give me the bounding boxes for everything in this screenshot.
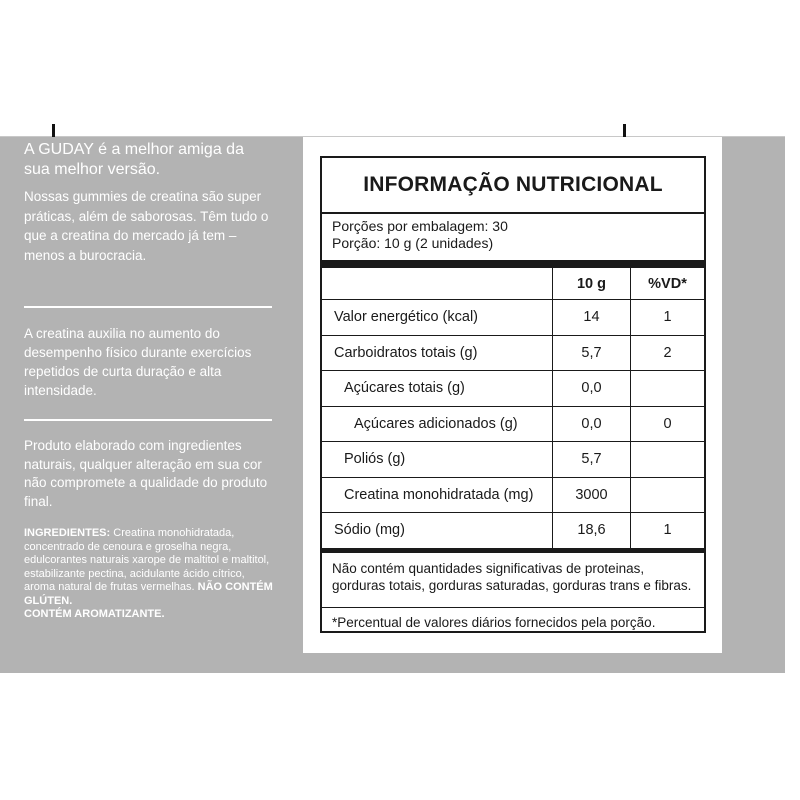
portion-info (322, 214, 704, 260)
not-significant-note: Não contém quantidades significativas de proteinas, gorduras totais, gorduras saturadas, gorduras trans e fibras. (322, 553, 704, 608)
headline: A GUDAY é a melhor amiga da sua melhor versão. (24, 141, 244, 178)
row-vd (631, 478, 704, 513)
crop-mark-left (52, 124, 55, 137)
thick-divider (322, 260, 704, 268)
row-amount: 5,7 (552, 442, 631, 477)
divider-2 (24, 419, 272, 421)
percent-footnote: *Percentual de valores diários fornecidos pela porção. (332, 614, 656, 630)
aroma-warning: CONTÉM AROMATIZANTE. (24, 608, 165, 620)
table-row (322, 442, 704, 478)
row-amount: 5,7 (552, 336, 631, 371)
row-label: Açúcares totais (g) (344, 380, 465, 397)
gluten-warning: NÃO CONTÉM GLÚTEN. (24, 581, 273, 607)
row-amount: 18,6 (552, 513, 631, 548)
row-amount: 0,0 (552, 371, 631, 406)
row-amount: 3000 (552, 478, 631, 513)
intro-text: Nossas gummies de creatina são super práticas, além de saborosas. Têm tudo o que a creatina do mercado já tem – menos a burocracia. (24, 189, 269, 263)
row-vd: 2 (663, 344, 672, 361)
portions-per-pack: Porções por embalagem: 30 (332, 218, 508, 234)
nutrition-facts-table (320, 156, 706, 633)
ingredients-label: INGREDIENTES: (24, 527, 111, 539)
table-row (322, 513, 704, 548)
header-vd: %VD* (648, 275, 687, 292)
table-row (322, 371, 704, 407)
table-row (322, 336, 704, 372)
row-label: Açúcares adicionados (g) (354, 415, 518, 432)
table-row (322, 407, 704, 443)
ingredients-list: Creatina monohidratada, concentrado de cenoura e groselha negra, edulcorantes naturais xarope de maltitol e maltitol, estabilizante pectina, acidulante ácido cítrico, aroma natural de frutas vermelhas. (24, 527, 270, 593)
table-header-row (322, 268, 704, 300)
product-note-text: Produto elaborado com ingredientes naturais, qualquer alteração em sua cor não compromete a qualidade do produto final. (24, 438, 268, 509)
row-vd (631, 371, 704, 406)
divider-1 (24, 306, 272, 308)
row-label: Sódio (mg) (334, 522, 405, 539)
table-row (322, 300, 704, 336)
header-amount: 10 g (552, 268, 631, 299)
row-vd (631, 442, 704, 477)
ingredients-text (24, 527, 274, 622)
portion-size: Porção: 10 g (2 unidades) (332, 235, 494, 251)
claim-text: A creatina auxilia no aumento do desempenho físico durante exercícios repetidos de curta duração e alta intensidade. (24, 326, 252, 398)
table-row (322, 478, 704, 514)
row-amount: 14 (552, 300, 631, 335)
row-label: Carboidratos totais (g) (334, 344, 478, 361)
row-amount: 0,0 (552, 407, 631, 442)
row-label: Poliós (g) (344, 451, 406, 468)
crop-mark-right (623, 124, 626, 137)
header-blank (322, 268, 552, 299)
row-vd: 1 (663, 309, 672, 326)
left-column (24, 140, 274, 265)
nutrition-title: INFORMAÇÃO NUTRICIONAL (322, 158, 704, 214)
row-vd: 1 (663, 522, 672, 539)
row-vd: 0 (663, 415, 672, 432)
row-label: Valor energético (kcal) (334, 309, 478, 326)
row-label: Creatina monohidratada (mg) (344, 486, 534, 503)
